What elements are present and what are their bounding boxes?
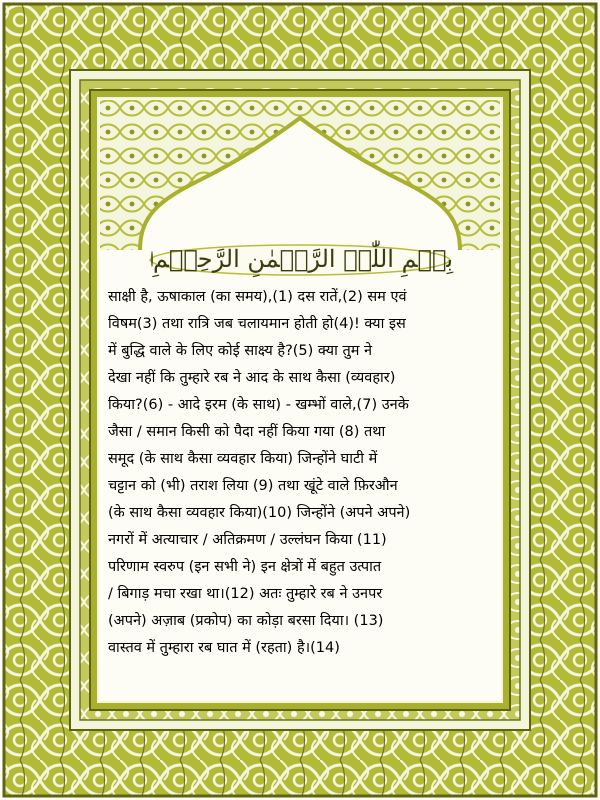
text-line: परिणाम स्वरुप (इन सभी ने) इन क्षेत्रों में बहुत उत्पात [108,559,382,575]
bismillah-text: بِسۡمِ اللّٰہِ الرَّحۡمٰنِ الرَّحِیۡمِ [152,245,454,273]
text-line: / बिगाड़ मचा रखा था।(12) अतः तुम्हारे रब ने उनपर [108,586,383,602]
bismillah-heading [150,238,454,280]
text-line: समूद (के साथ कैसा व्यवहार किया) जिन्होंने घाटी में [108,451,378,467]
text-line: विषम(3) तथा रात्रि जब चलायमान होती हो(4)! क्या इस [108,316,406,332]
text-line: (अपने) अज़ाब (प्रकोप) का कोड़ा बरसा दिया। (13) [108,613,384,629]
text-line: नगरों में अत्याचार / अतिक्रमण / उल्लंघन किया (11) [108,532,387,548]
translation-text [108,284,496,662]
text-line: वास्तव में तुम्हारा रब घात में (रहता) है।(14) [108,640,340,656]
text-line: साक्षी है, ऊषाकाल (का समय),(1) दस रातें,(2) सम एवं [108,289,407,305]
text-line: जैसा / समान किसी को पैदा नहीं किया गया (8) तथा [108,424,386,440]
text-line: (के साथ कैसा व्यवहार किया)(10) जिन्होंने (अपने अपने) [108,505,411,521]
text-line: चट्टान को (भी) तराश लिया (9) तथा खूंटे वाले फ़िरऔन [108,478,398,494]
text-line: देखा नहीं कि तुम्हारे रब ने आद के साथ कैसा (व्यवहार) [108,370,396,386]
text-line: किया?(6) - आदे इरम (के साथ) - खम्भों वाले,(7) उनके [108,397,409,413]
text-line: में बुद्धि वाले के लिए कोई साक्ष्य है?(5) क्या तुम ने [108,343,373,359]
